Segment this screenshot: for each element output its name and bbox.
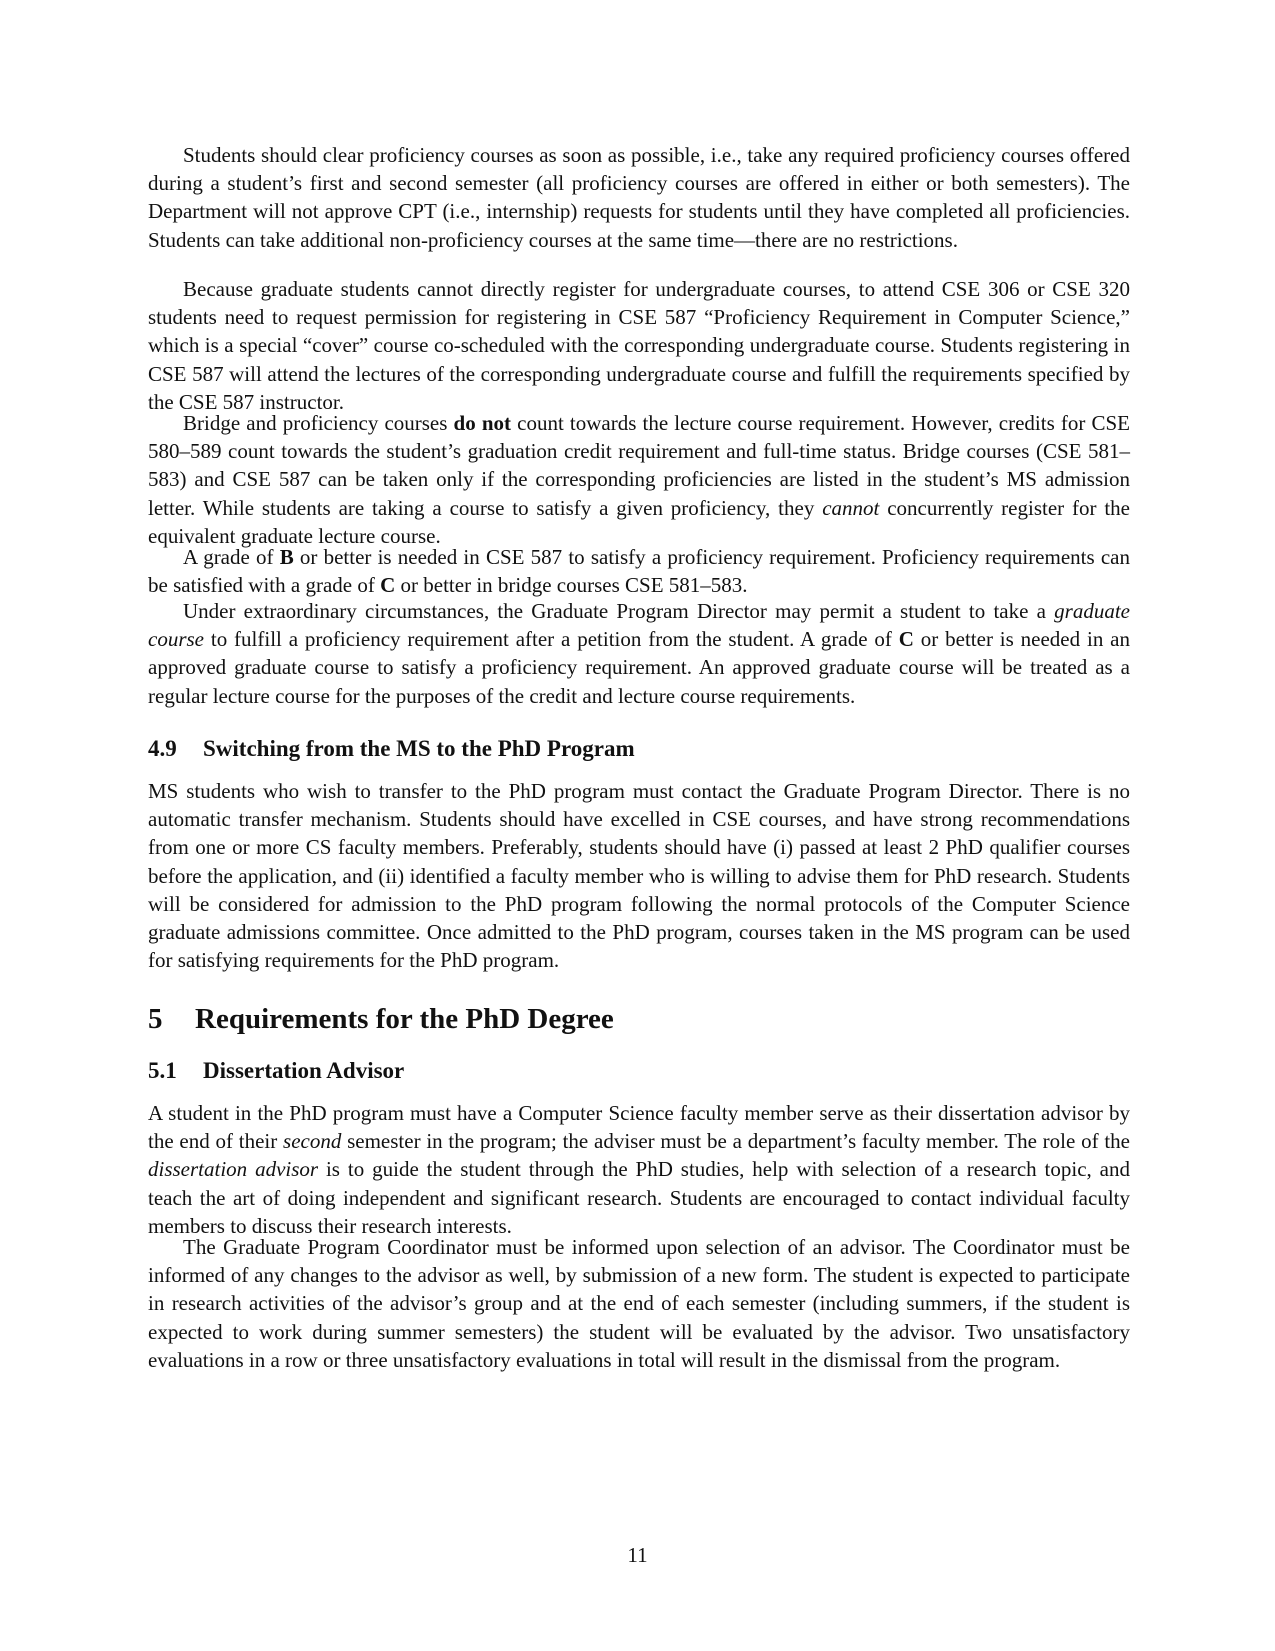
paragraph-grade-requirement: [148, 543, 1130, 599]
emphasis-italic: cannot: [822, 495, 880, 520]
paragraph-text: The Graduate Program Coordinator must be informed upon selection of an advisor. The Coordinator must be informed of any changes to the advisor as well, by submission of a new form. The student is expected to participate in research activities of the advisor’s group and at the end of each semester (including summers, if the student is expected to work during summer semesters) the student will be evaluated by the advisor. Two unsatisfactory evaluations in a row or three unsatisfactory evaluations in total will result in the dismissal from the program.: [148, 1235, 1130, 1372]
section-title: Dissertation Advisor: [203, 1058, 405, 1083]
section-heading-5-1: [148, 1057, 1130, 1085]
paragraph-extraordinary-circumstances: [148, 597, 1130, 710]
paragraph-cse587-registration: [148, 275, 1130, 416]
page-number: 11: [627, 1543, 648, 1567]
emphasis-bold: C: [380, 573, 396, 598]
paragraph-bridge-courses: [148, 409, 1130, 550]
section-number: 4.9: [148, 736, 177, 761]
section-heading-5: [148, 1002, 1130, 1036]
section-title: Requirements for the PhD Degree: [195, 1003, 614, 1035]
paragraph-advisor-evaluation: [148, 1233, 1130, 1374]
paragraph-text: MS students who wish to transfer to the PhD program must contact the Graduate Program Director. There is no automatic transfer mechanism. Students should have excelled in CSE courses, and have strong recommendations from one or more CS faculty members. Preferably, students should have (i) passed at least 2 PhD qualifier courses before the application, and (ii) identified a faculty member who is willing to advise them for PhD research. Students will be considered for admission to the PhD program following the normal protocols of the Computer Science graduate admissions committee. Once admitted to the PhD program, courses taken in the MS program can be used for satisfying requirements for the PhD program.: [148, 779, 1130, 973]
section-number: 5.1: [148, 1058, 177, 1083]
paragraph-text: A grade of B or better is needed in CSE 587 to satisfy a proficiency requirement. Proficiency requirements can be satisfied with a grade of C or better in bridge courses CSE 581–583.: [148, 545, 1130, 598]
paragraph-text: Under extraordinary circumstances, the Graduate Program Director may permit a student to take a graduate course to fulfill a proficiency requirement after a petition from the student. A grade of C or better is needed in an approved graduate course to satisfy a proficiency requirement. An approved graduate course will be treated as a regular lecture course for the purposes of the credit and lecture course requirements.: [148, 599, 1130, 708]
emphasis-italic: second: [283, 1129, 342, 1154]
emphasis-bold: do not: [453, 411, 512, 435]
section-number: 5: [148, 1003, 163, 1035]
paragraph-text: Bridge and proficiency courses do not count towards the lecture course requirement. However, credits for CSE 580–589 count towards the student’s graduation credit requirement and full-time status. Bridge courses (CSE 581–583) and CSE 587 can be taken only if the corresponding proficiencies are listed in the student’s MS admission letter. While students are taking a course to satisfy a given proficiency, they cannot concurrently register for the equivalent graduate lecture course.: [148, 411, 1130, 548]
paragraph-dissertation-advisor: [148, 1099, 1130, 1240]
paragraph-text: Because graduate students cannot directly register for undergraduate courses, to attend CSE 306 or CSE 320 students need to request permission for registering in CSE 587 “Proficiency Requirement in Computer Science,” which is a special “cover” course co-scheduled with the corresponding undergraduate course. Students registering in CSE 587 will attend the lectures of the corresponding undergraduate course and fulfill the requirements specified by the CSE 587 instructor.: [148, 277, 1130, 414]
emphasis-italic: graduate course: [148, 599, 1130, 652]
paragraph-proficiency-timing: [148, 141, 1130, 254]
section-title: Switching from the MS to the PhD Program: [203, 736, 635, 761]
paragraph-ms-to-phd: [148, 777, 1130, 974]
paragraph-text: A student in the PhD program must have a Computer Science faculty member serve as their dissertation advisor by the end of their second semester in the program; the adviser must be a department’s faculty member. The role of the dissertation advisor is to guide the student through the PhD studies, help with selection of a research topic, and teach the art of doing independent and significant research. Students are encouraged to contact individual faculty members to discuss their research interests.: [148, 1101, 1131, 1238]
document-page: [148, 0, 1130, 1651]
paragraph-text: Students should clear proficiency courses as soon as possible, i.e., take any required proficiency courses offered during a student’s first and second semester (all proficiency courses are offered in either or both semesters). The Department will not approve CPT (i.e., internship) requests for students until they have completed all proficiencies. Students can take additional non-proficiency courses at the same time—there are no restrictions.: [148, 143, 1130, 252]
emphasis-bold: B: [279, 545, 294, 569]
section-heading-4-9: [148, 735, 1130, 763]
emphasis-bold: C: [898, 627, 914, 652]
emphasis-italic: dissertation advisor: [148, 1157, 319, 1182]
